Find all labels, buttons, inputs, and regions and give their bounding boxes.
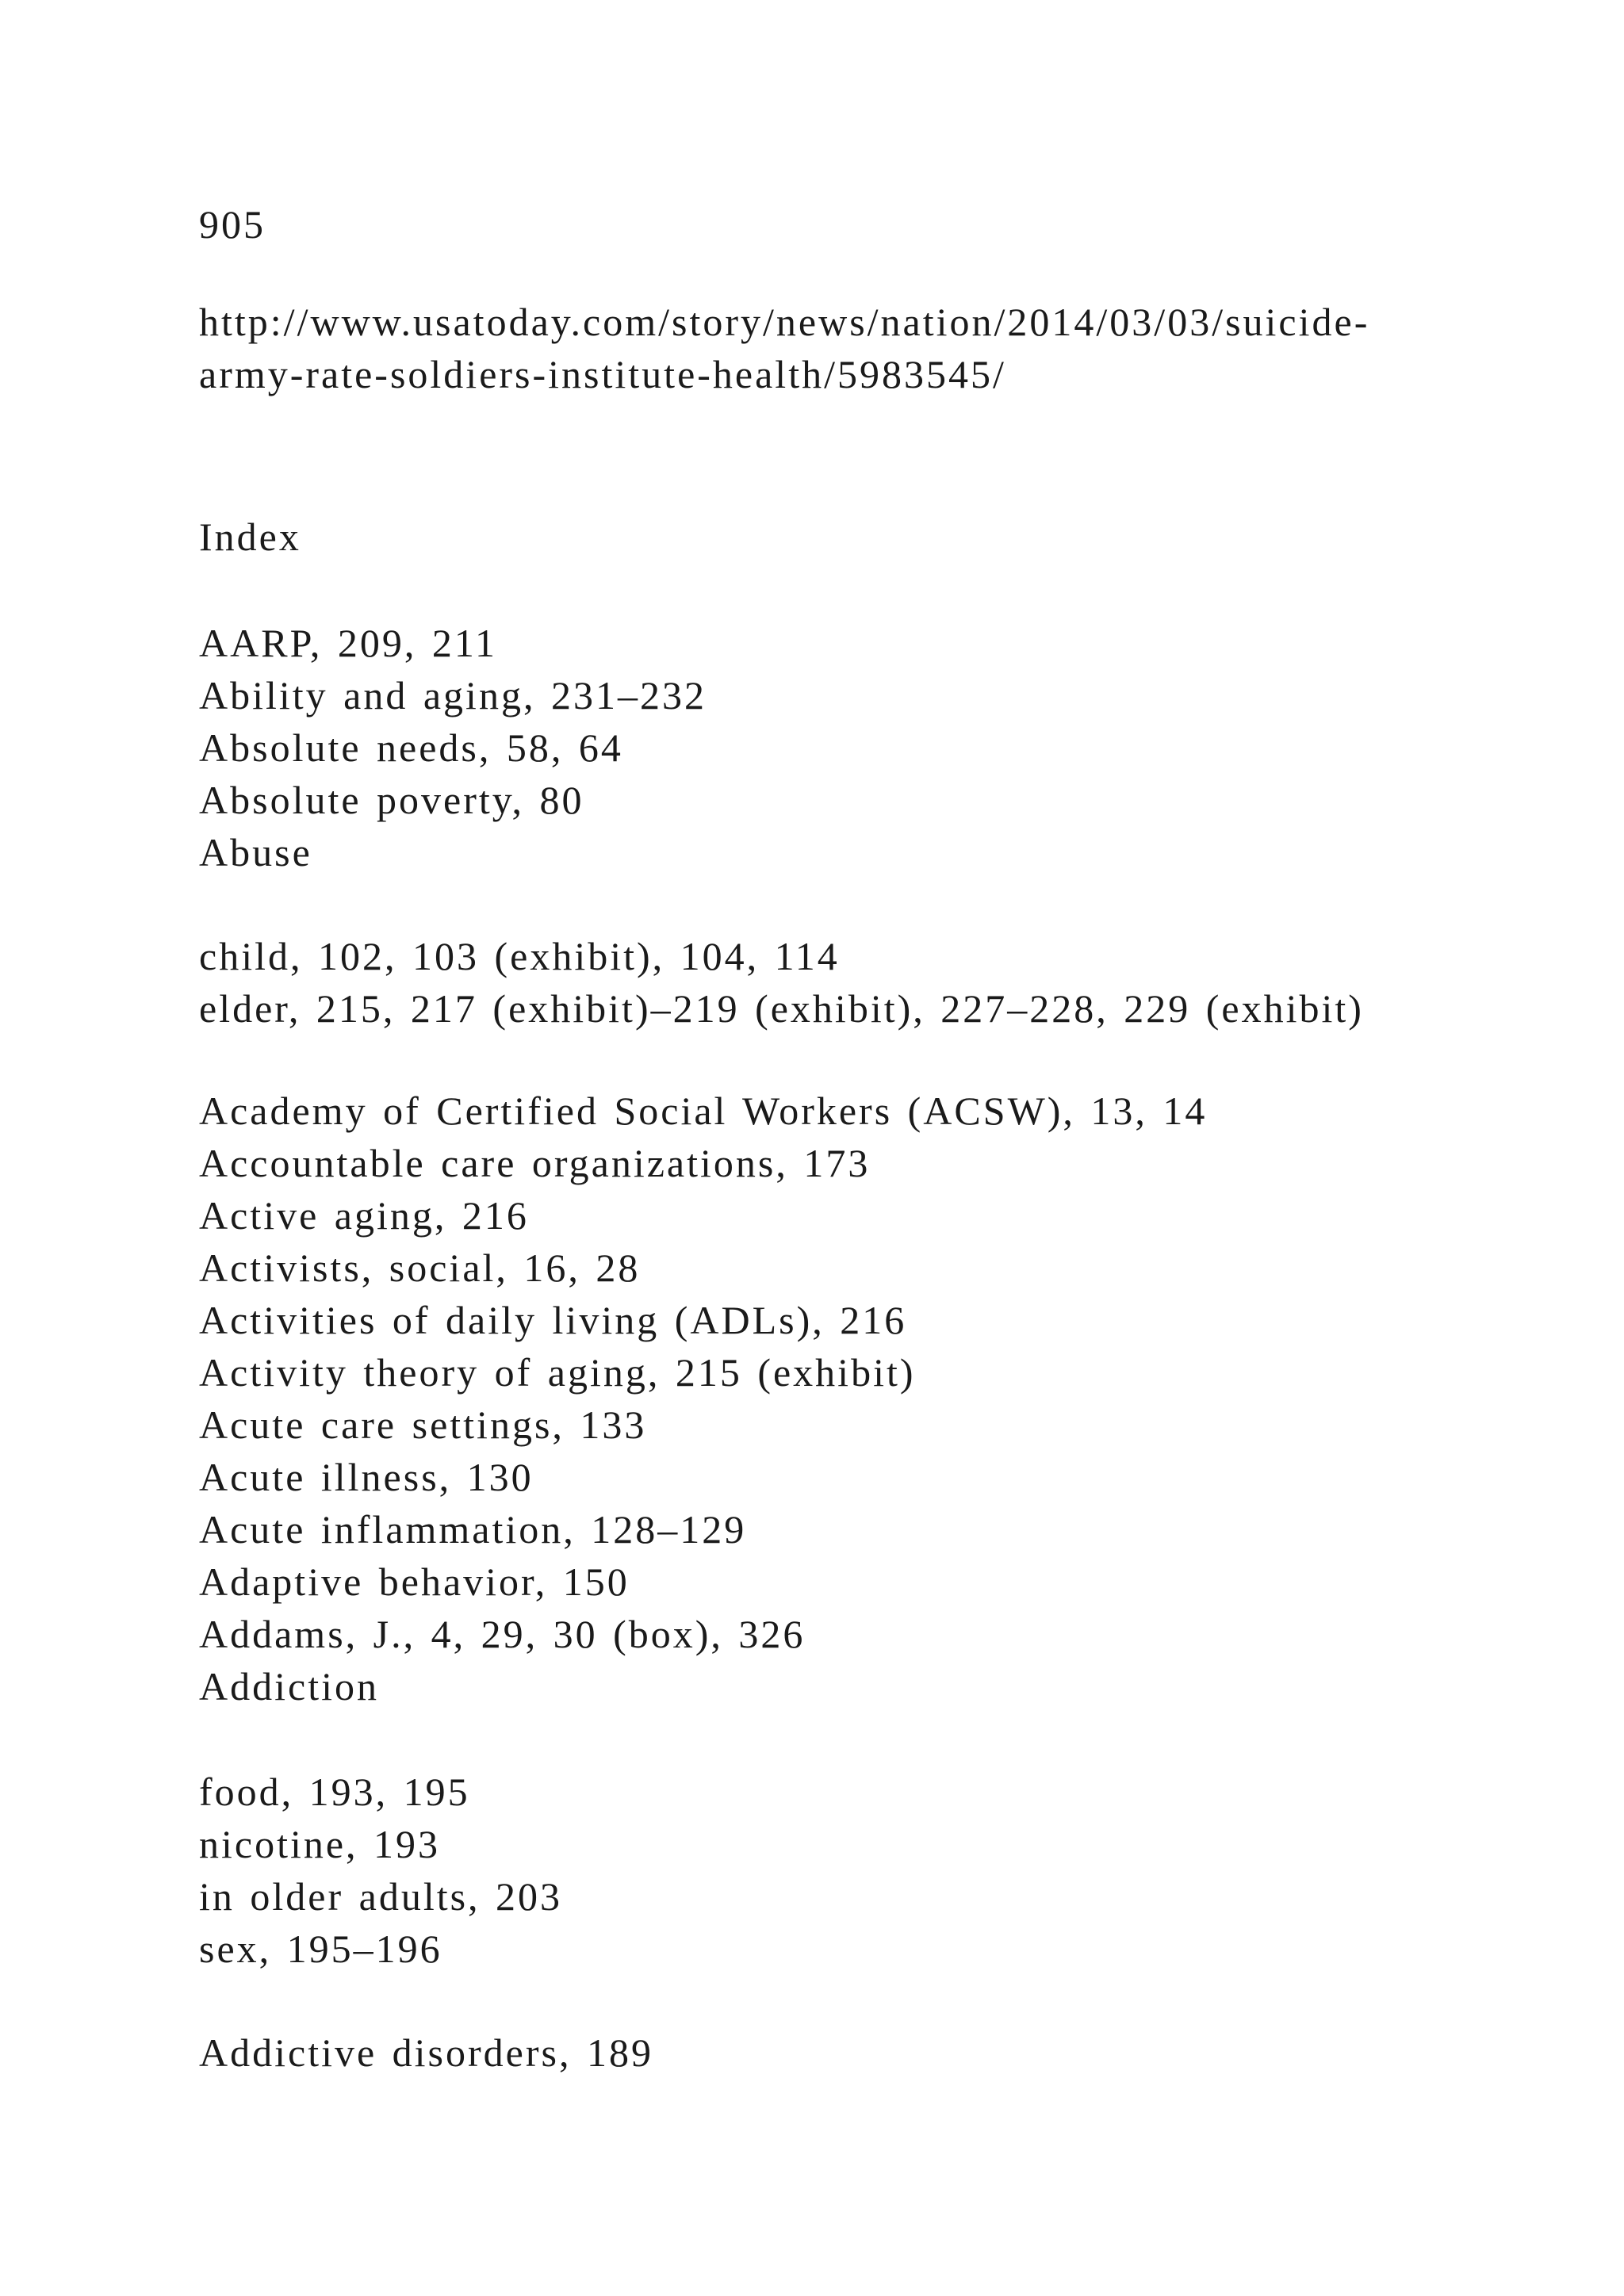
- index-subentry: nicotine, 193: [199, 1822, 441, 1866]
- index-entry: Acute care settings, 133: [199, 1402, 647, 1447]
- index-subentry: food, 193, 195: [199, 1770, 470, 1814]
- index-entry: Addams, J., 4, 29, 30 (box), 326: [199, 1612, 806, 1656]
- index-subentry: elder, 215, 217 (exhibit)–219 (exhibit), 227–228, 229 (exhibit): [199, 986, 1364, 1031]
- index-entry: Absolute needs, 58, 64: [199, 725, 623, 770]
- index-subentries-abuse: [199, 930, 1624, 1035]
- index-entry: Adaptive behavior, 150: [199, 1559, 630, 1604]
- index-entry: Accountable care organizations, 173: [199, 1141, 871, 1185]
- index-entry: Ability and aging, 231–232: [199, 673, 707, 718]
- index-block-academy-addiction: [199, 1085, 1624, 1712]
- index-entry: Activity theory of aging, 215 (exhibit): [199, 1350, 916, 1395]
- index-entry: Abuse: [199, 830, 312, 874]
- index-subentry: sex, 195–196: [199, 1927, 442, 1971]
- index-entry: Addiction: [199, 1664, 379, 1709]
- index-entry: Active aging, 216: [199, 1193, 529, 1238]
- url-line-1: http://www.usatoday.com/story/news/nation/2014/03/03/suicide-: [199, 300, 1370, 344]
- index-entry: Acute illness, 130: [199, 1455, 534, 1499]
- index-subentry: in older adults, 203: [199, 1874, 563, 1919]
- index-entry: Activists, social, 16, 28: [199, 1246, 641, 1290]
- index-subentries-addiction: [199, 1766, 1624, 1975]
- index-heading: Index: [199, 515, 301, 559]
- index-entry: Addictive disorders, 189: [199, 2030, 653, 2075]
- index-block-addictive: [199, 2026, 1624, 2079]
- index-entry: Acute inflammation, 128–129: [199, 1507, 747, 1552]
- index-entry: AARP, 209, 211: [199, 621, 497, 665]
- index-entry: Activities of daily living (ADLs), 216: [199, 1298, 907, 1342]
- index-subentry: child, 102, 103 (exhibit), 104, 114: [199, 934, 840, 978]
- url-line-2: army-rate-soldiers-institute-health/5983545/: [199, 352, 1006, 396]
- index-block-aarp-abuse: [199, 617, 1624, 878]
- index-entry: Academy of Certified Social Workers (ACSW), 13, 14: [199, 1089, 1208, 1133]
- page-number: 905: [199, 202, 266, 247]
- index-entry: Absolute poverty, 80: [199, 778, 584, 822]
